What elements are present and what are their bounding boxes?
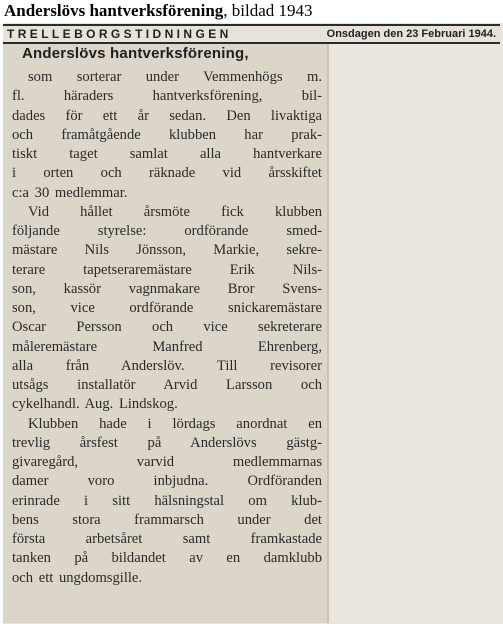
newspaper-masthead [3, 24, 500, 44]
article-line: dades för ett år sedan. Den livaktiga [12, 107, 322, 124]
article [3, 44, 329, 623]
article-line: som sorterar under Vemmenhögs m. [28, 69, 322, 85]
article-line: fl. häraders hantverksförening, bil- [12, 88, 322, 105]
article-line: son, vice ordförande snickaremästare [12, 300, 322, 316]
article-line: i orten och räknade vid årsskiftet [12, 165, 322, 182]
article-line: son, kassör vagnmakare Bror Svens- [12, 280, 322, 297]
article-line: utsågs installatör Arvid Larsson och [12, 377, 322, 393]
article-line: damer voro inbjudna. Ordföranden [12, 473, 322, 490]
article-line: cykelhandl. Aug. Lindskog. [12, 396, 178, 413]
article-line: och ett ungdomsgille. [12, 569, 143, 586]
article-line: Oscar Persson och vice sekreterare [12, 319, 322, 336]
newspaper-name: TRELLEBORGSTIDNINGEN [7, 27, 232, 41]
article-line: bens stora frammarsch under det [12, 511, 322, 528]
article-line: första arbetsåret samt framkastade [12, 531, 322, 547]
article-line: tiskt taget samlat alla hantverkare [12, 146, 322, 162]
article-line: trevlig årsfest på Anderslövs gästg- [12, 434, 322, 451]
article-line: och framåtgående klubben har prak- [12, 126, 322, 143]
article-line: måleremästare Manfred Ehrenberg, [12, 338, 322, 355]
article-line: alla från Anderslöv. Till revisorer [12, 357, 322, 374]
caption-rest: , bildad 1943 [223, 1, 313, 20]
article-line: givaregård, varvid medlemmarnas [12, 454, 322, 470]
article-line: erinrade i sitt hälsningstal om klub- [12, 492, 322, 509]
image-caption [4, 1, 313, 21]
article-body [12, 68, 322, 588]
article-line: Klubben hade i lördags anordnat en [28, 415, 322, 432]
article-line: terare tapetseraremästare Erik Nils- [12, 261, 322, 278]
article-line: mästare Nils Jönsson, Markie, sekre- [12, 242, 322, 259]
newspaper-date: Onsdagen den 23 Februari 1944. [326, 28, 496, 40]
article-line: tanken på bildandet av en damklubb [12, 550, 322, 567]
article-headline: Anderslövs hantverksförening, [22, 45, 249, 62]
article-line: Vid hållet årsmöte fick klubben [28, 203, 322, 220]
article-line: c:a 30 medlemmar. [12, 184, 128, 201]
caption-title: Anderslövs hantverksförening [4, 1, 224, 20]
article-line: följande styrelse: ordförande smed- [12, 223, 322, 239]
